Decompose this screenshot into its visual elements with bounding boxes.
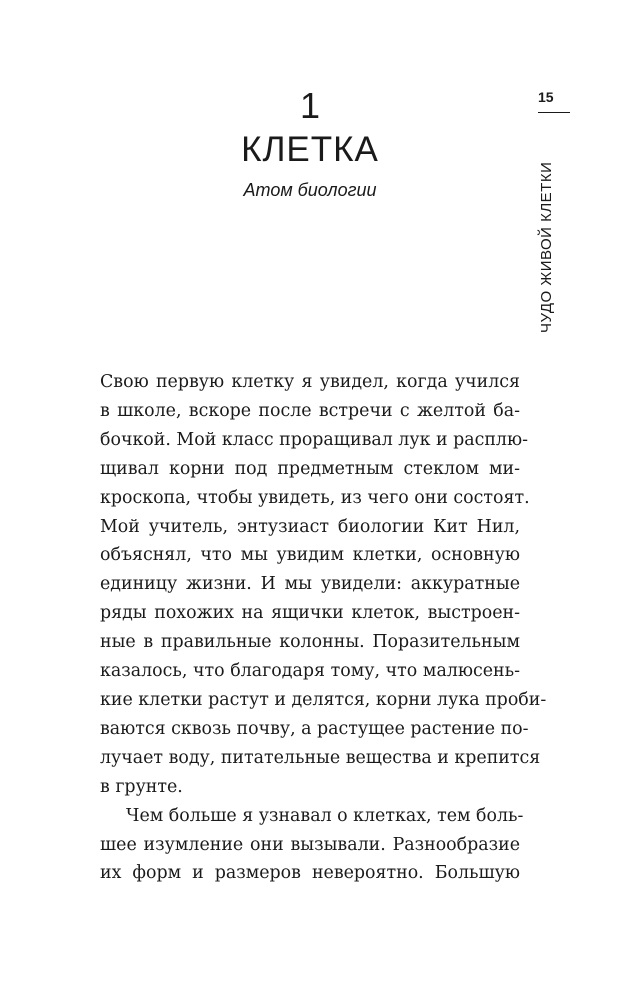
text-line: единицу жизни. И мы увидели: аккуратные	[100, 574, 520, 595]
page-number: 15	[538, 88, 570, 113]
text-line: ные в правильные колонны. Поразительным	[100, 632, 520, 653]
body-text	[100, 368, 547, 888]
text-line: лучает воду, питательные вещества и крепится	[100, 747, 541, 768]
text-line: в грунте.	[100, 776, 183, 797]
paragraph-2	[100, 802, 524, 889]
text-line: Мой учитель, энтузиаст биологии Кит Нил,	[100, 516, 520, 537]
chapter-subtitle: Атом биологии	[243, 180, 377, 200]
chapter-number: 1	[299, 85, 321, 126]
text-line: Свою первую клетку я увидел, когда учился	[100, 372, 520, 392]
text-line: Чем больше я узнавал о клетках, тем боль-	[126, 805, 524, 826]
text-line: объяснял, что мы увидим клетки, основную	[100, 545, 520, 566]
text-line: кроскопа, чтобы увидеть, из чего они состоят.	[100, 487, 530, 508]
text-line: кие клетки растут и делятся, корни лука проби-	[100, 689, 547, 710]
running-head: ЧУДО ЖИВОЙ КЛЕТКИ	[538, 161, 555, 333]
text-line: ваются сквозь почву, а растущее растение по-	[100, 718, 529, 739]
text-line: в школе, вскоре после встречи с желтой ба-	[100, 400, 520, 421]
text-line: шее изумление они вызывали. Разнообразие	[100, 834, 520, 855]
text-line: ряды похожих на ящички клеток, выстроен-	[100, 603, 520, 624]
text-line: казалось, что благодаря тому, что малюсень-	[100, 661, 520, 682]
paragraph-1	[100, 368, 547, 802]
chapter-title: КЛЕТКА	[241, 130, 379, 169]
text-line: щивал корни под предметным стеклом ми-	[100, 458, 520, 479]
text-line: их форм и размеров невероятно. Большую	[100, 863, 520, 884]
text-line: бочкой. Мой класс проращивал лук и расплю-	[100, 429, 528, 450]
